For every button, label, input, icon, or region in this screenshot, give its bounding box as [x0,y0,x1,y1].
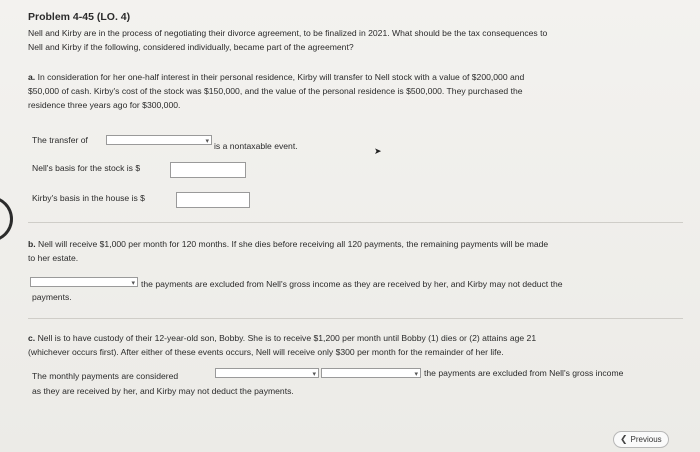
monthly-prefix-label: The monthly payments are considered [32,371,179,381]
part-c-select-1[interactable] [215,368,319,378]
transfer-select[interactable] [106,135,212,145]
kirby-basis-input[interactable] [176,192,250,208]
previous-label: Previous [630,435,662,444]
caret-down-icon: ▾ [205,138,209,145]
part-b-answer-tail: payments. [32,292,72,302]
mouse-cursor-icon: ➤ [374,146,382,156]
part-c-select-2[interactable] [321,368,421,378]
chevron-left-icon: ❮ [620,434,628,444]
divider [28,318,683,319]
nell-basis-label: Nell's basis for the stock is $ [32,163,141,173]
transfer-suffix-label: is a nontaxable event. [214,141,298,151]
caret-down-icon: ▾ [131,280,135,287]
part-b-text: b. Nell will receive $1,000 per month for 120 months. If she dies before receiving all 120 payments, the remaining payments will be made to her estate. [28,239,549,263]
caret-down-icon: ▾ [414,371,418,378]
divider [28,222,683,223]
page-edge-arc [0,196,13,242]
problem-title: Problem 4-45 (LO. 4) [28,11,131,23]
part-b-answer-suffix: the payments are excluded from Nell's gross income as they are received by her, and Kirby may not deduct the [141,279,563,289]
nell-basis-input[interactable] [170,162,246,178]
monthly-suffix-label: the payments are excluded from Nell's gross income [424,368,624,378]
part-a-text: a. In consideration for her one-half interest in their personal residence, Kirby will transfer to Nell stock with a value of $200,000 and $50,000 of cash. Kirby's cost of the stock was $150,000, and the value of the personal residence is $500,000. They purchased the residence three years ago for $300,000. [28,72,525,110]
intro-text: Nell and Kirby are in the process of negotiating their divorce agreement, to be finalized in 2021. What should be the tax consequences to Nell and Kirby if the following, considered individually, became part of the agreement? [28,28,548,52]
part-b-select[interactable] [30,277,138,287]
kirby-basis-label: Kirby's basis in the house is $ [32,193,145,203]
transfer-prefix-label: The transfer of [32,135,88,145]
previous-button[interactable] [613,431,669,448]
monthly-tail-label: as they are received by her, and Kirby may not deduct the payments. [32,386,294,396]
caret-down-icon: ▾ [312,371,316,378]
part-c-text: c. Nell is to have custody of their 12-year-old son, Bobby. She is to receive $1,200 per month until Bobby (1) dies or (2) attains age 21 (whichever occurs first). After either of these events occurs, Nell will receive only $300 per month for the remainder of her life. [28,333,537,357]
